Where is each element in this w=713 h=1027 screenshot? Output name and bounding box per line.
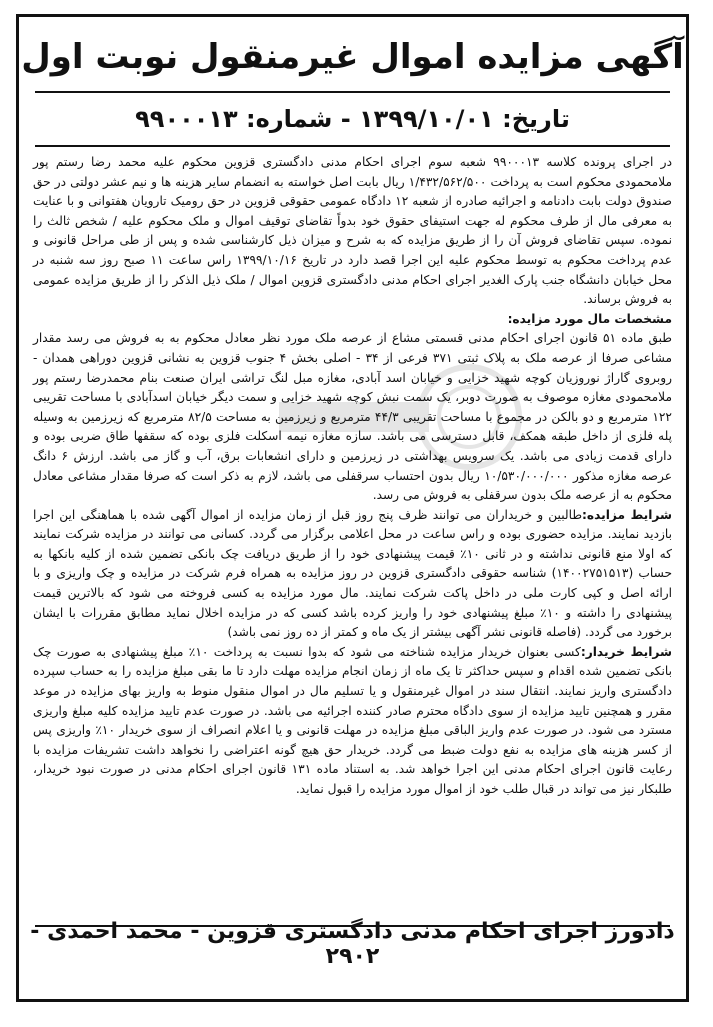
notice-body bbox=[33, 153, 672, 800]
title-divider bbox=[35, 91, 670, 93]
auction-terms-text: طالبین و خریداران می توانند ظرف پنج روز قبل از زمان مزایده از اموال آگهی شده با هماهنگی این اجرا بازدید نمایند. مزایده حضوری بوده و راس ساعت در محل اعلامی برگزار می گردد. کسانی می توانند در مزایده شرکت نمایند که اولا منع قانونی نداشته و در ثانی ۱۰٪ قیمت پیشنهادی خود را از طریق دریافت چک بانکی تضمین شده از کلیه بانکها به حساب (۱۴۰۰۲۷۵۱۵۱۳) شناسه حقوقی دادگستری قزوین در روز مزایده به همراه فرم شرکت در مزایده و چک واریزی و با ارائه اصل و کپی کارت ملی در داخل پاکت شرکت نمایند. مال مورد مزایده به کسی فروخته می شود که بالاترین قیمت پیشنهادی را داشته و ۱۰٪ مبلغ پیشنهادی خود را واریز کرده باشد کسی که در مزایده اخلال نماید مطابق مقررات با ایشان برخورد می گردد. (فاصله قانونی نشر آگهی بیشتر از یک ماه و کمتر از ده روز نمی باشد) bbox=[33, 507, 672, 640]
notice-frame bbox=[16, 14, 689, 1002]
buyer-terms-label: شرایط خریدار: bbox=[580, 644, 673, 659]
intro-paragraph: در اجرای پرونده کلاسه ۹۹۰۰۰۱۳ شعبه سوم اجرای احکام مدنی دادگستری قزوین محکوم علیه محمد رضا رستم پور ملامحمودی محکوم است به پرداخت ۱/۴۳۲/۵۶۲/۵۰۰ ریال بابت اصل خواسته به انضمام سایر هزینه ها و نیم عشر دولتی در حق صندوق دولت بابت دادنامه و اجرائیه صادره از شعبه ۱۲ دادگاه عمومی حقوقی قزوین در حق رومیک تارویان هفتوانی و با عنایت به معرفی مال از طرف محکوم له جهت استیفای حقوق خود بدواً تقاضای توقیف اموال و ملک محکوم علیه / شخص ثالث را نموده. سپس تقاضای فروش آن را از طریق مزایده که به شرح و میزان ذیل کارشناسی شده و پس از طی مراحل قانونی و عدم پرداخت محکوم به توسط محکوم علیه این اجرا قصد دارد در تاریخ ۱۳۹۹/۱۰/۱۶ راس ساعت ۱۱ صبح روز سه شنبه در محل خیابان دانشگاه جنب پارک الغدیر اجرای احکام مدنی دادگستری قزوین اموال / ملک ذیل الذکر را از طریق مزایده عمومی به فروش برساند. bbox=[33, 155, 672, 307]
property-heading: مشخصات مال مورد مزایده: bbox=[507, 311, 672, 326]
property-paragraph: طبق ماده ۵۱ قانون اجرای احکام مدنی قسمتی مشاع از عرصه ملک مورد نظر معادل محکوم به به فروش می رسد مقدار مشاعی صرفا از عرصه ملک به پلاک ثبتی ۳۷۱ فرعی از ۳۴ - اصلی بخش ۴ جنوب قزوین به نشانی قزوین دوراهی همدان - روبروی گاراژ نوروزیان کوچه شهید خزایی و خیابان اسد آبادی، مغازه مبل لنگ تراشی ایران صنعت بنام محمدرضا رستم پور ملامحمودی مغازه موصوف به صورت دوبر، یک سمت نبش کوچه شهید خزایی و سمت دیگر خیابان اسدآبادی با مساحت تقریبی ۱۲۲ مترمربع و دو بالکن در مجموع با مساحت تقریبی ۴۴/۳ مترمربع و زیرزمین به مساحت ۸۲/۵ مترمربع که زیرزمین به وسیله پله فلزی از داخل طبقه همکف، قابل دسترسی می باشد. سازه مغازه نیمه اسکلت فلزی بوده که سقفها طاق ضربی بوده و دارای قدمت زیادی می باشد. یک سرویس بهداشتی در زیرزمین و دارای انشعابات برق، آب و گاز می باشد. ارزش ۶ دانگ عرصه مغازه مذکور ۱۰/۵۳۰/۰۰۰/۰۰۰ ریال بدون احتساب سرقفلی می باشد، لازم به ذکر است که صرفا مقدار مشاعی معادل محکوم به از عرصه ملک بدون سرقفلی به فروش می رسد. bbox=[33, 331, 672, 503]
notice-title: آگهی مزایده اموال غیرمنقول نوبت اول bbox=[21, 37, 684, 77]
notice-date-number: تاریخ: ۱۳۹۹/۱۰/۰۱ - شماره: ۹۹۰۰۰۱۳ bbox=[135, 105, 570, 133]
auction-terms-paragraph bbox=[33, 506, 672, 643]
buyer-terms-text: کسی بعنوان خریدار مزایده شناخته می شود که بدوا نسبت به پرداخت ۱۰٪ مبلغ پیشنهادی به صورت چک بانکی تضمین شده اقدام و سپس حداکثر تا یک ماه از زمان انجام مزایده مهلت دارد تا ما بقی مبلغ مزایده را به حساب سپرده دادگستری واریز نمایند. انتقال سند در اموال غیرمنقول و یا تسلیم مال در اموال منقول منوط به واریز بهای مزایده در موعد مقرر و همچنین تایید مزایده از سوی دادگاه محترم صادر کننده اجرائیه می باشد. در صورت عدم تایید مزایده کلیه مبلغ واریزی مسترد می شود. در صورت عدم واریز الباقی مبلغ مزایده در مهلت قانونی و یا اعلام انصراف از سوی خریدار ۱۰٪ واریزی پس از کسر هزینه های مزایده به نفع دولت ضبط می گردد. خریدار حق هیچ گونه اعتراضی را نخواهد داشت تشریفات مزایده با رعایت قانون اجرای احکام مدنی این اجرا خواهد شد. به استناد ماده ۱۳۱ قانون اجرای احکام مدنی در صورت نبود خریدار، طلبکار نیز می تواند در قبال طلب خود از اموال مورد مزایده را قبول نماید. bbox=[33, 644, 672, 796]
date-divider bbox=[35, 145, 670, 147]
buyer-terms-paragraph bbox=[33, 643, 672, 800]
notice-footer-signature: دادورز اجرای احکام مدنی دادگستری قزوین - محمد احمدی - ۲۹۰۲ bbox=[30, 919, 675, 969]
auction-terms-label: شرایط مزایده: bbox=[582, 507, 672, 522]
